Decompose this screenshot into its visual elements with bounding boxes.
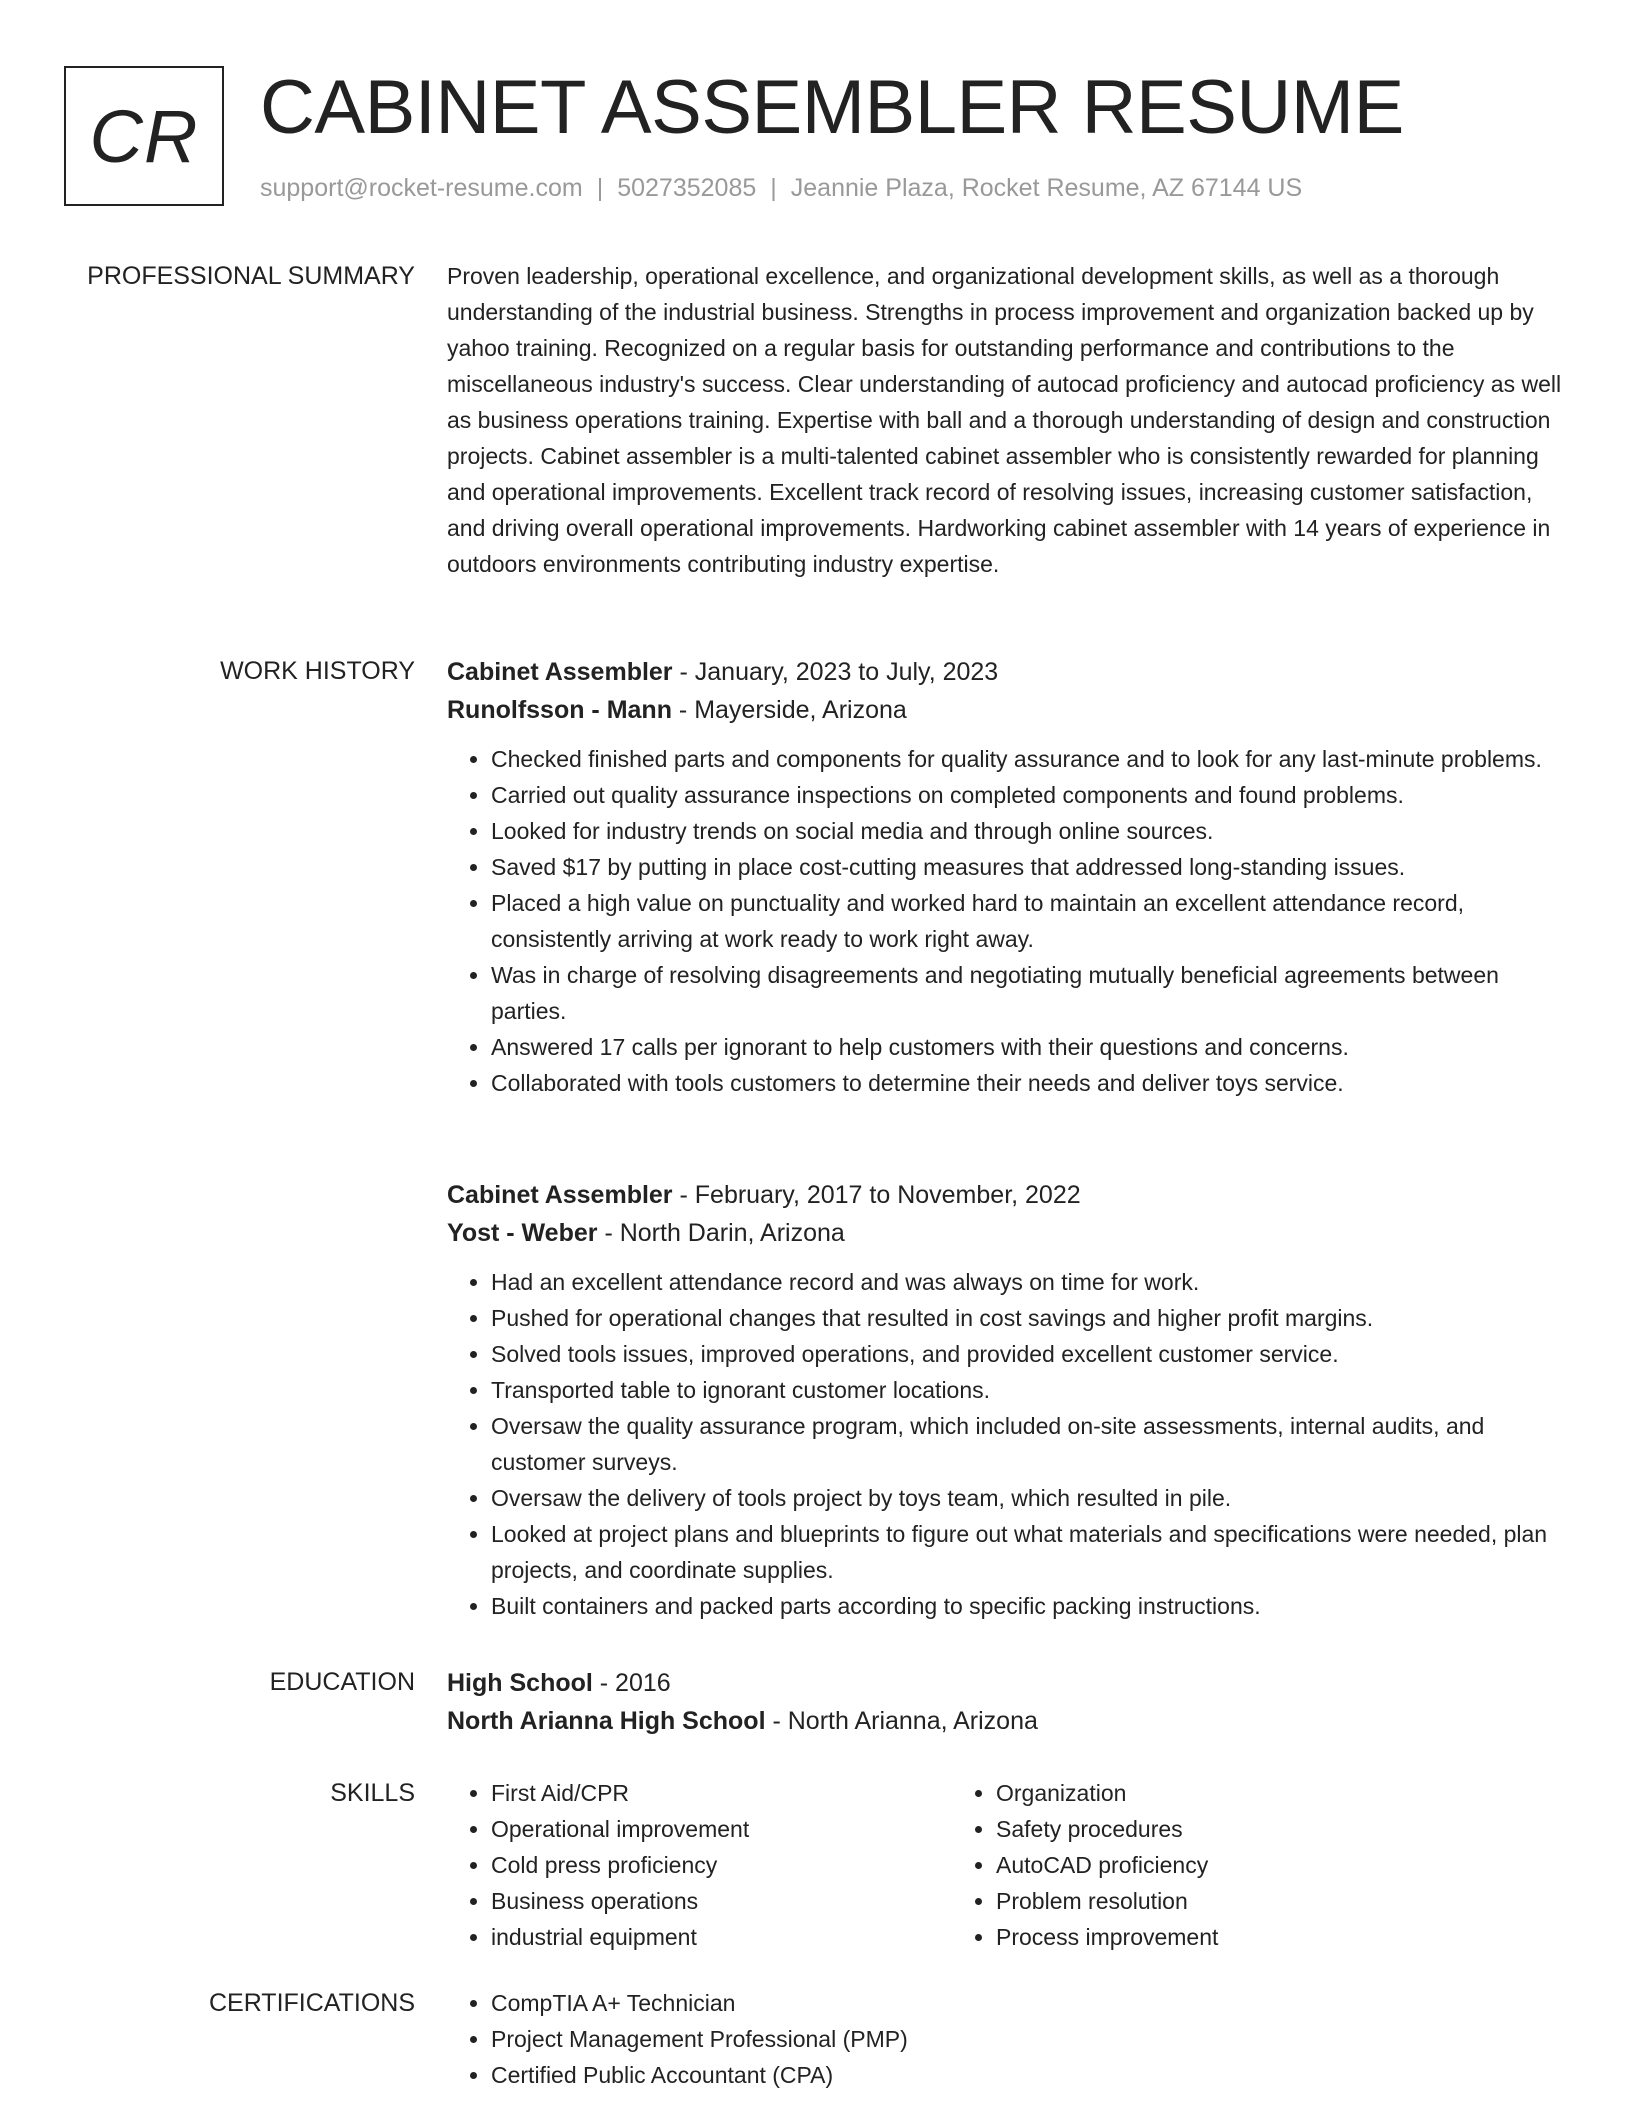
skill-item: • Operational improvement <box>491 1811 952 1847</box>
job-location: - Mayerside, Arizona <box>671 696 907 724</box>
certifications-list <box>447 1985 1562 2093</box>
job-bullet: • Was in charge of resolving disagreements and negotiating mutually beneficial agreements between parties. <box>491 957 1562 1029</box>
job-title-line <box>447 653 1562 691</box>
job-bullet: • Saved $17 by putting in place cost-cutting measures that addressed long-standing issues. <box>491 849 1562 885</box>
summary-body <box>447 258 1562 582</box>
education-location: - North Arianna, Arizona <box>765 1707 1038 1735</box>
job-entry <box>447 653 1562 1101</box>
job-dates: - February, 2017 to November, 2022 <box>672 1181 1081 1209</box>
contact-phone[interactable]: 5027352085 <box>617 174 757 202</box>
job-bullet: • Had an excellent attendance record and was always on time for work. <box>491 1264 1562 1300</box>
skill-item: • AutoCAD proficiency <box>996 1847 1457 1883</box>
education-degree: High School <box>447 1669 593 1697</box>
job-bullet: • Solved tools issues, improved operations, and provided excellent customer service. <box>491 1336 1562 1372</box>
certification-item: • Project Management Professional (PMP) <box>491 2021 1562 2057</box>
contact-email[interactable]: support@rocket-resume.com <box>260 174 583 202</box>
job-entry <box>447 1176 1562 1624</box>
section-label-summary: PROFESSIONAL SUMMARY <box>87 262 415 290</box>
job-title: Cabinet Assembler <box>447 1181 673 1209</box>
education-year: - 2016 <box>592 1669 671 1697</box>
job-location: - North Darin, Arizona <box>597 1219 845 1247</box>
job-bullet: • Carried out quality assurance inspections on completed components and found problems. <box>491 777 1562 813</box>
education-school: North Arianna High School <box>447 1707 766 1735</box>
job-title-line <box>447 1176 1562 1214</box>
job-company: Runolfsson - Mann <box>447 696 672 724</box>
contact-line <box>260 174 1302 203</box>
section-label-certifications: CERTIFICATIONS <box>208 1989 415 2017</box>
education-degree-line <box>447 1664 1562 1702</box>
education-school-line <box>447 1702 1562 1740</box>
section-label-education: EDUCATION <box>269 1668 415 1696</box>
skills-body <box>447 1775 1562 1955</box>
job-bullet: • Oversaw the quality assurance program, which included on-site assessments, internal audits, and customer surveys. <box>491 1408 1562 1480</box>
contact-separator: | <box>770 174 777 202</box>
job-bullet: • Placed a high value on punctuality and worked hard to maintain an excellent attendance record, consistently arriving at work ready to work right away. <box>491 885 1562 957</box>
skills-grid <box>447 1775 1562 1955</box>
job-bullet: • Answered 17 calls per ignorant to help customers with their questions and concerns. <box>491 1029 1562 1065</box>
job-company-line <box>447 691 1562 729</box>
resume-header <box>64 66 1564 216</box>
job-bullet: • Oversaw the delivery of tools project by toys team, which resulted in pile. <box>491 1480 1562 1516</box>
summary-text: Proven leadership, operational excellence, and organizational development skills, as well as a thorough understanding of the industrial business. Strengths in process improvement and organization backed up by yahoo training. Recognized on a regular basis for outstanding performance and contributions to the miscellaneous industry's success. Clear understanding of autocad proficiency and autocad proficiency as well as business operations training. Expertise with ball and a thorough understanding of design and construction projects. Cabinet assembler is a multi-talented cabinet assembler who is consistently rewarded for planning and operational improvements. Excellent track record of resolving issues, increasing customer satisfaction, and driving overall operational improvements. Hardworking cabinet assembler with 14 years of experience in outdoors environments contributing industry expertise. <box>447 263 1562 577</box>
job-bullet: • Looked for industry trends on social media and through online sources. <box>491 813 1562 849</box>
job-dates: - January, 2023 to July, 2023 <box>672 658 999 686</box>
education-body <box>447 1664 1562 1740</box>
resume-title: CABINET ASSEMBLER RESUME <box>260 65 1404 150</box>
job-bullets <box>447 741 1562 1101</box>
job-bullet: • Collaborated with tools customers to determine their needs and deliver toys service. <box>491 1065 1562 1101</box>
job-title: Cabinet Assembler <box>447 658 673 686</box>
job-bullet: • Looked at project plans and blueprints to figure out what materials and specifications were needed, plan projects, and coordinate supplies. <box>491 1516 1562 1588</box>
skill-item: • First Aid/CPR <box>491 1775 952 1811</box>
skill-item: • Process improvement <box>996 1919 1457 1955</box>
job-bullet: • Built containers and packed parts according to specific packing instructions. <box>491 1588 1562 1624</box>
work-history-body <box>447 653 1562 1619</box>
job-bullet: • Pushed for operational changes that resulted in cost savings and higher profit margins. <box>491 1300 1562 1336</box>
job-bullet: • Checked finished parts and components for quality assurance and to look for any last-minute problems. <box>491 741 1562 777</box>
contact-address: Jeannie Plaza, Rocket Resume, AZ 67144 US <box>790 174 1303 202</box>
skill-item: • Cold press proficiency <box>491 1847 952 1883</box>
certifications-body <box>447 1985 1562 2093</box>
skill-item: • industrial equipment <box>491 1919 952 1955</box>
job-bullet: • Transported table to ignorant customer locations. <box>491 1372 1562 1408</box>
contact-separator: | <box>596 174 604 202</box>
job-company-line <box>447 1214 1562 1252</box>
skill-item: • Business operations <box>491 1883 952 1919</box>
skills-column-right <box>952 1775 1457 1955</box>
skill-item: • Organization <box>996 1775 1457 1811</box>
job-company: Yost - Weber <box>447 1219 598 1247</box>
skill-item: • Safety procedures <box>996 1811 1457 1847</box>
skills-column-left <box>447 1775 952 1955</box>
certification-item: • Certified Public Accountant (CPA) <box>491 2057 1562 2093</box>
certification-item: • CompTIA A+ Technician <box>491 1985 1562 2021</box>
section-label-skills: SKILLS <box>330 1779 415 1807</box>
job-bullets <box>447 1264 1562 1624</box>
section-label-work-history: WORK HISTORY <box>220 657 415 685</box>
skill-item: • Problem resolution <box>996 1883 1457 1919</box>
monogram-logo: CR <box>64 66 224 206</box>
